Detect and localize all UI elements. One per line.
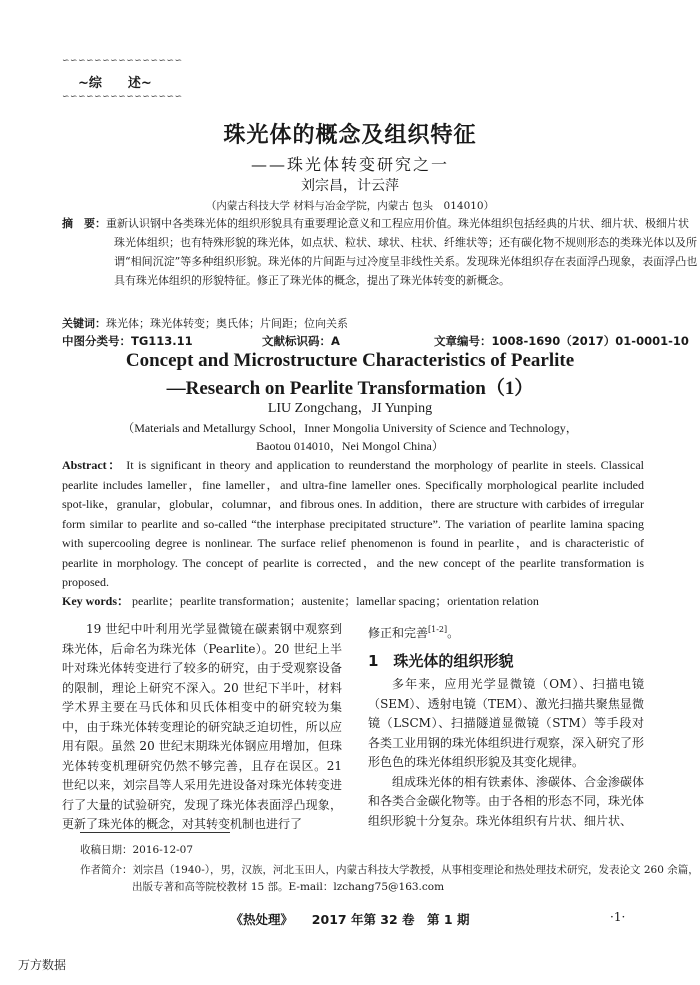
document-code: 文献标识码：A xyxy=(262,334,340,348)
body-right-continuation xyxy=(368,620,644,644)
journal-info: 《热处理》 2017 年第 32 卷 第 1 期 xyxy=(230,912,470,927)
english-keywords xyxy=(62,592,644,609)
author-bio: 作者简介：刘宗昌（1940-），男，汉族，河北玉田人，内蒙古科技大学教授，从事相变理论和热处理技术研究，发表论文 260 余篇，出版专著和高等院校教材 15 部。E-mail：lzchang75@163.com xyxy=(80,864,699,893)
section-heading: 1 珠光体的组织形貌 xyxy=(368,652,514,670)
received-date: 收稿日期：2016-12-07 xyxy=(80,844,194,856)
abstract-label: 摘 要： xyxy=(62,217,106,230)
footnote-rule xyxy=(80,832,230,833)
decorative-border-top: ∽∽∽∽∽∽∽∽∽∽∽∽∽∽∽ xyxy=(62,56,183,66)
english-keywords-label: Key words： xyxy=(62,594,129,608)
english-title: Concept and Microstructure Characteristics of Pearlite xyxy=(125,350,575,371)
english-keywords-text: pearlite；pearlite transformation；austenite；lamellar spacing；orientation relation xyxy=(132,594,539,608)
article-number: 文章编号：1008-1690（2017）01-0001-10 xyxy=(434,334,689,348)
watermark-label: 万方数据 xyxy=(18,958,67,972)
english-subtitle: —Research on Pearlite Transformation（1） xyxy=(166,378,534,399)
keywords-cn xyxy=(62,314,647,333)
body-paragraph: 多年来，应用光学显微镜（OM）、扫描电镜（SEM）、透射电镜（TEM）、激光扫描共聚焦显微镜（LSCM）、扫描隧道显微镜（STM）等手段对各类工业用钢的珠光体组织进行观察，深入研究了形形色色的珠光体组织形貌及其变化规律。 xyxy=(368,677,645,769)
article-subtitle: ——珠光体转变研究之一 xyxy=(250,155,449,174)
continuation-end: 。 xyxy=(447,626,460,640)
authors: 刘宗昌，计云萍 xyxy=(301,178,399,194)
column-label: ~综 述~ xyxy=(78,76,152,91)
keywords-label: 关键词： xyxy=(62,317,106,330)
affiliation: （内蒙古科技大学 材料与冶金学院，内蒙古 包头 014010） xyxy=(205,200,495,212)
page-number: ·1· xyxy=(610,910,626,924)
continuation-text: 修正和完善 xyxy=(368,626,429,640)
keywords-text: 珠光体；珠光体转变；奥氏体；片间距；位向关系 xyxy=(106,317,348,330)
english-affiliation-line1: （Materials and Metallurgy School，Inner Mongolia University of Science and Technology， xyxy=(122,421,578,435)
body-paragraph: 组成珠光体的相有铁素体、渗碳体、合金渗碳体和各类合金碳化物等。由于各相的形态不同，珠光体组织形貌十分复杂。珠光体组织有片状、细片状、 xyxy=(368,774,645,828)
article-title: 珠光体的概念及组织特征 xyxy=(223,123,477,148)
english-authors: LIU Zongchang，JI Yunping xyxy=(267,401,433,416)
body-paragraph: 19 世纪中叶利用光学显微镜在碳素钢中观察到珠光体，后命名为珠光体（Pearlite）。20 世纪上半叶对珠光体转变进行了较多的研究，由于受观察设备的限制，理论上研究不深入。20 世纪下半叶，材料学术界主要在马氏体和贝氏体相变中的研究较为集中，由于珠光体转变理论的研究缺乏迫切性，所以应用有限。虽然 20 世纪末期珠光体钢应用增加，但珠光体转变机理研究仍然不够完善，且存在误区。21 世纪以来，刘宗昌等人采用先进设备对珠光体转变进行了大量的试验研究，发现了珠光体表面浮凸现象，更新了珠光体的概念，对其转变机制也进行了 xyxy=(62,622,342,831)
decorative-border-bottom: ∽∽∽∽∽∽∽∽∽∽∽∽∽∽∽ xyxy=(62,92,183,102)
abstract-cn xyxy=(62,214,699,290)
english-abstract xyxy=(62,456,644,593)
english-abstract-text: It is significant in theory and application to reunderstand the morphology of pearlite in steels. Classical pearlite includes lameller，fine lameller，and ultra-fine lameller ones. Specifically morphological pearlite included spot-like，granular，globular，columnar，and fibrous ones. In addition，there are structure with carbides of irregular form similar to pearlite and so-called “the interphase precipitated structure”. The variation of pearlite lamina spacing with supercooling degree is nonlinear. The surface relief phenomenon is found in pearlite，and is characteristic of pearlite in morphology. The concept of pearlite is corrected，and the new concept of the pearlite transformation is proposed. xyxy=(62,458,645,589)
body-left-column xyxy=(62,620,342,835)
english-abstract-label: Abstract： xyxy=(62,458,122,472)
body-right-column xyxy=(368,675,644,831)
english-affiliation-line2: Baotou 014010，Nei Mongol China） xyxy=(256,439,444,453)
abstract-text: 重新认识钢中各类珠光体的组织形貌具有重要理论意义和工程应用价值。珠光体组织包括经典的片状、细片状、极细片状珠光体组织；也有特殊形貌的珠光体，如点状、粒状、球状、柱状、纤维状等；还有碳化物不规则形态的类珠光体以及所谓“相间沉淀”等多种组织形貌。珠光体的片间距与过冷度呈非线性关系。发现珠光体组织存在表面浮凸现象，表面浮凸也具有珠光体组织的形貌特征。修正了珠光体的概念，提出了珠光体转变的新概念。 xyxy=(106,217,698,287)
citation-ref: [1-2] xyxy=(428,625,448,634)
clc-number: 中图分类号：TG113.11 xyxy=(62,334,193,348)
